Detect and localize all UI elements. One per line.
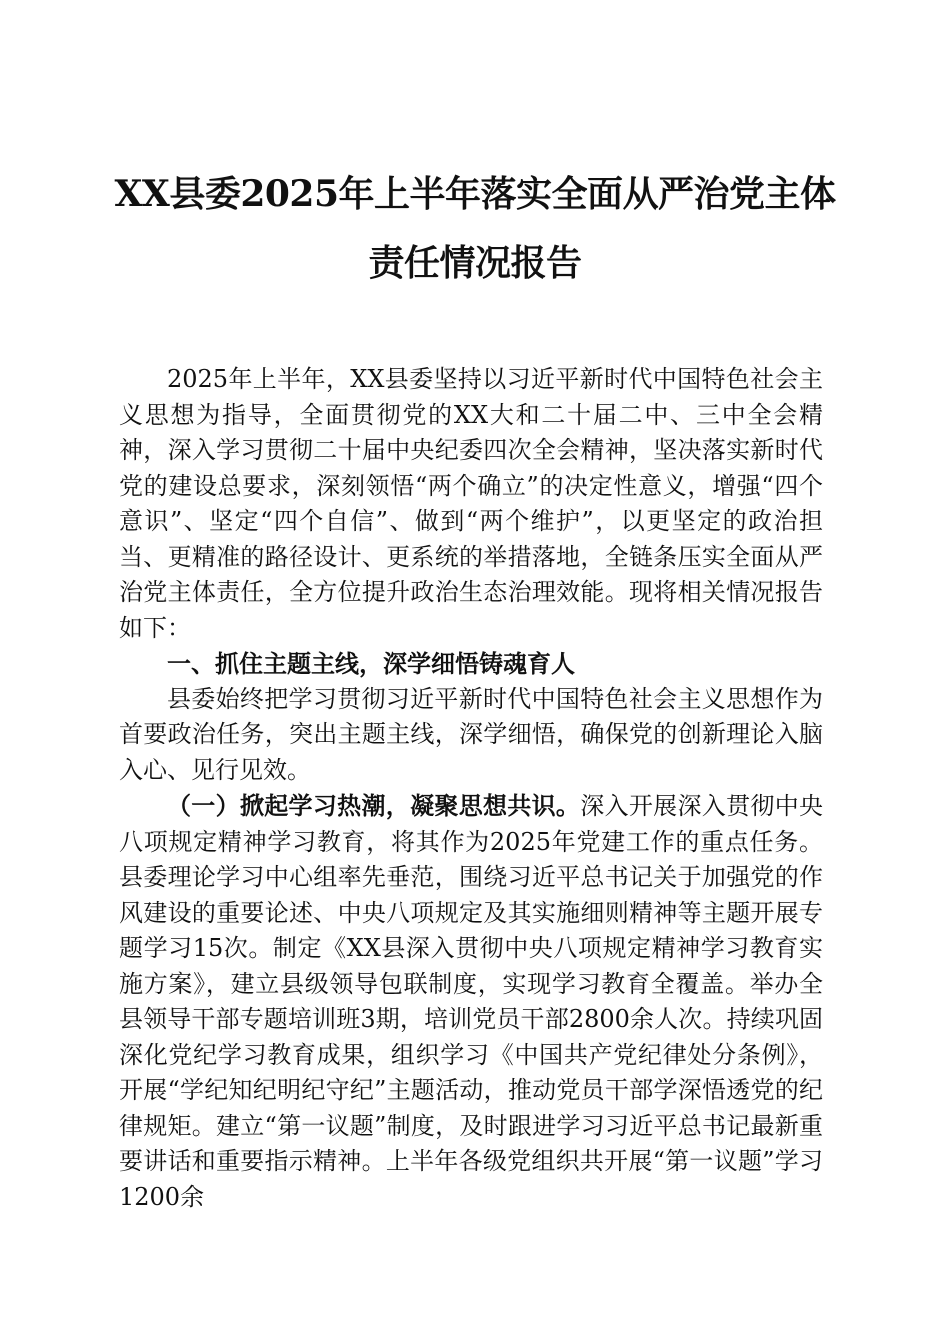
subsection-1-body: 深入开展深入贯彻中央八项规定精神学习教育，将其作为2025年党建工作的重点任务。县委理论学习中心组率先垂范，围绕习近平总书记关于加强党的作风建设的重要论述、中央八项规定及其实施细则精神等主题开展专题学习15次。制定《XX县深入贯彻中央八项规定精神学习教育实施方案》，建立县级领导包联制度，实现学习教育全覆盖。举办全县领导干部专题培训班3期，培训党员干部2800余人次。持续巩固深化党纪学习教育成果，组织学习《中国共产党纪律处分条例》，开展“学纪知纪明纪守纪”主题活动，推动党员干部学深悟透党的纪律规矩。建立“第一议题”制度，及时跟进学习习近平总书记最新重要讲话和重要指示精神。上半年各级党组织共开展“第一议题”学习1200余 [119, 792, 824, 1211]
intro-paragraph: 2025年上半年，XX县委坚持以习近平新时代中国特色社会主义思想为指导，全面贯彻党的XX大和二十届二中、三中全会精神，深入学习贯彻二十届中央纪委四次全会精神，坚决落实新时代党的建设总要求，深刻领悟“两个确立”的决定性意义，增强“四个意识”、坚定“四个自信”、做到“两个维护”，以更坚定的政治担当、更精准的路径设计、更系统的举措落地，全链条压实全面从严治党主体责任，全方位提升政治生态治理效能。现将相关情况报告如下： [119, 365, 823, 642]
document-body [119, 362, 823, 1215]
document-title-line-2: 责任情况报告 [368, 242, 582, 284]
subsection-1-lead: （一）掀起学习热潮，凝聚思想共识。 [167, 791, 581, 820]
document-title-line-1: XX县委2025年上半年落实全面从严治党主体 [114, 173, 836, 215]
section-heading-1: 一、抓住主题主线，深学细悟铸魂育人 [167, 649, 575, 678]
section-1-intro-paragraph: 县委始终把学习贯彻习近平新时代中国特色社会主义思想作为首要政治任务，突出主题主线，深学细悟，确保党的创新理论入脑入心、见行见效。 [119, 684, 823, 784]
subsection-1-paragraph [119, 788, 823, 1215]
